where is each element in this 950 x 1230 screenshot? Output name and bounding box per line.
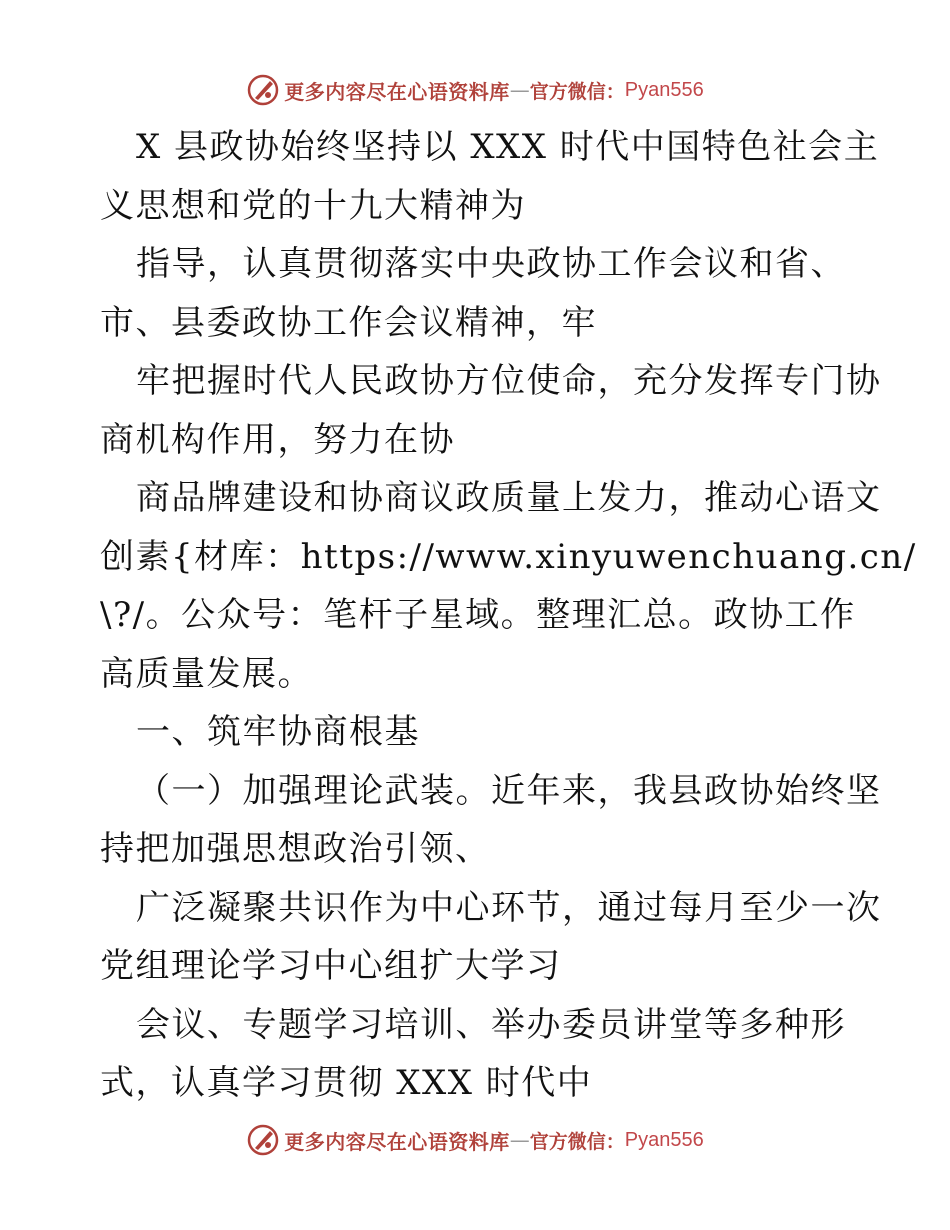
quill-pen-icon — [246, 1123, 280, 1157]
body-line: 高质量发展。 — [100, 653, 313, 694]
body-line: 商品牌建设和协商议政质量上发力，推动心语文 — [136, 478, 882, 518]
document-body — [100, 118, 917, 1113]
body-line: \?/。公众号：笔杆子星域。整理汇总。政协工作 — [100, 595, 856, 635]
body-line: 式，认真学习贯彻 XXX 时代中 — [100, 1063, 593, 1103]
watermark-wechat-label: 官方微信： — [529, 1130, 625, 1153]
watermark-site-text: 更多内容尽在心语资料库 — [284, 1129, 510, 1154]
body-line: 会议、专题学习培训、举办委员讲堂等多种形 — [136, 1004, 846, 1045]
watermark-separator: — — [509, 78, 530, 102]
body-line: 持把加强思想政治引领、 — [100, 829, 491, 869]
quill-pen-icon — [246, 73, 280, 107]
watermark-account: Pyan556 — [624, 1128, 704, 1151]
section-heading: 一、筑牢协商根基 — [136, 712, 420, 752]
body-line-url: 创素{材库：https://www.xinyuwenchuang.cn/ — [100, 536, 917, 577]
watermark-wechat-label: 官方微信： — [529, 80, 625, 103]
body-line: 党组理论学习中心组扩大学习 — [100, 946, 562, 986]
watermark-account: Pyan556 — [624, 78, 704, 101]
body-line: 牢把握时代人民政协方位使命，充分发挥专门协 — [136, 361, 882, 401]
body-line: 指导，认真贯彻落实中央政协工作会议和省、 — [136, 244, 846, 284]
watermark-site-text: 更多内容尽在心语资料库 — [284, 79, 510, 104]
header-watermark — [0, 70, 950, 110]
footer-watermark — [0, 1120, 950, 1160]
body-line: 义思想和党的十九大精神为 — [100, 185, 526, 226]
body-line: X 县政协始终坚持以 XXX 时代中国特色社会主 — [136, 127, 880, 167]
body-line: 商机构作用，努力在协 — [100, 419, 455, 460]
body-line: 市、县委政协工作会议精神，牢 — [100, 302, 597, 343]
body-line: 广泛凝聚共识作为中心环节，通过每月至少一次 — [136, 887, 882, 928]
subsection-heading: （一）加强理论武装。近年来，我县政协始终坚 — [136, 770, 882, 811]
watermark-separator: — — [509, 1128, 530, 1152]
